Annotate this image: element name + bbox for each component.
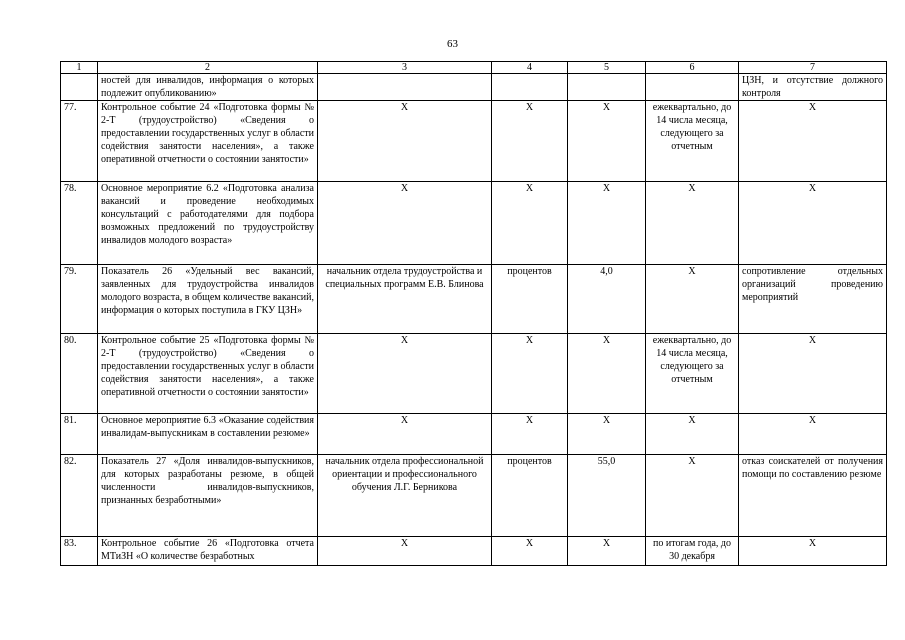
row-value: Х [568,414,646,455]
row-risk: Х [739,101,887,182]
row-deadline: Х [646,265,739,334]
row-deadline [646,74,739,101]
table-row [61,334,887,414]
row-name: Контрольное событие 25 «Подготовка формы № 2-Т (трудоустройство) «Сведения о предоставлении государственных услуг в области содействия занятости населения», а также оперативной отчетности о состоянии занятости» [98,334,318,414]
row-responsible: начальник отдела трудоустройства и специальных программ Е.В. Блинова [318,265,492,334]
row-value: 55,0 [568,455,646,537]
row-deadline: ежеквартально, до 14 числа месяца, следующего за отчетным [646,101,739,182]
table-row [61,74,887,101]
row-name: Контрольное событие 24 «Подготовка формы № 2-Т (трудоустройство) «Сведения о предоставлении государственных услуг в области содействия занятости населения», а также оперативной отчетности о состоянии занятости» [98,101,318,182]
row-unit: Х [492,414,568,455]
row-value: Х [568,537,646,566]
row-responsible: начальник отдела профессиональной ориентации и профессионального обучения Л.Г. Берникова [318,455,492,537]
column-header: 6 [646,62,739,74]
row-risk: Х [739,182,887,265]
table-row [61,414,887,455]
table-row [61,101,887,182]
row-risk: Х [739,334,887,414]
table-row [61,455,887,537]
row-number: 77. [61,101,98,182]
row-number [61,74,98,101]
row-number: 78. [61,182,98,265]
row-name: Основное мероприятие 6.2 «Подготовка анализа вакансий и проведение необходимых консультаций с работодателями для подбора возможных предложений по трудоустройству инвалидов молодого возраста» [98,182,318,265]
table-row [61,265,887,334]
table-row [61,182,887,265]
row-responsible: Х [318,334,492,414]
row-responsible: Х [318,182,492,265]
row-name: Основное мероприятие 6.3 «Оказание содействия инвалидам-выпускникам в составлении резюме» [98,414,318,455]
column-header: 1 [61,62,98,74]
row-unit [492,74,568,101]
row-deadline: Х [646,455,739,537]
column-header: 4 [492,62,568,74]
plan-table [60,61,887,566]
row-risk: ЦЗН, и отсутствие должного контроля [739,74,887,101]
row-value: 4,0 [568,265,646,334]
column-header: 5 [568,62,646,74]
table-row [61,537,887,566]
row-deadline: Х [646,182,739,265]
header-row [61,62,887,74]
row-unit: Х [492,537,568,566]
row-name: ностей для инвалидов, информация о которых подлежит опубликованию» [98,74,318,101]
row-unit: Х [492,334,568,414]
row-value: Х [568,334,646,414]
row-name: Показатель 26 «Удельный вес вакансий, заявленных для трудоустройства инвалидов молодого возраста, в общем количестве вакансий, информация о которых поступила в ГКУ ЦЗН» [98,265,318,334]
row-responsible: Х [318,414,492,455]
column-header: 7 [739,62,887,74]
row-unit: процентов [492,455,568,537]
row-unit: Х [492,182,568,265]
column-header: 3 [318,62,492,74]
row-unit: Х [492,101,568,182]
row-number: 82. [61,455,98,537]
row-responsible [318,74,492,101]
row-responsible: Х [318,537,492,566]
row-value: Х [568,182,646,265]
row-value [568,74,646,101]
row-deadline: ежеквартально, до 14 числа месяца, следующего за отчетным [646,334,739,414]
column-header: 2 [98,62,318,74]
row-number: 81. [61,414,98,455]
row-unit: процентов [492,265,568,334]
row-risk: отказ соискателей от получения помощи по составлению резюме [739,455,887,537]
row-number: 83. [61,537,98,566]
row-risk: Х [739,537,887,566]
row-risk: Х [739,414,887,455]
row-number: 79. [61,265,98,334]
row-risk: сопротивление отдельных организаций проведению мероприятий [739,265,887,334]
page-number: 63 [447,38,458,50]
row-deadline: Х [646,414,739,455]
row-name: Показатель 27 «Доля инвалидов-выпускников, для которых разработаны резюме, в общей численности инвалидов-выпускников, признанных безработными» [98,455,318,537]
row-value: Х [568,101,646,182]
row-deadline: по итогам года, до 30 декабря [646,537,739,566]
row-name: Контрольное событие 26 «Подготовка отчета МТиЗН «О количестве безработных [98,537,318,566]
row-responsible: Х [318,101,492,182]
row-number: 80. [61,334,98,414]
